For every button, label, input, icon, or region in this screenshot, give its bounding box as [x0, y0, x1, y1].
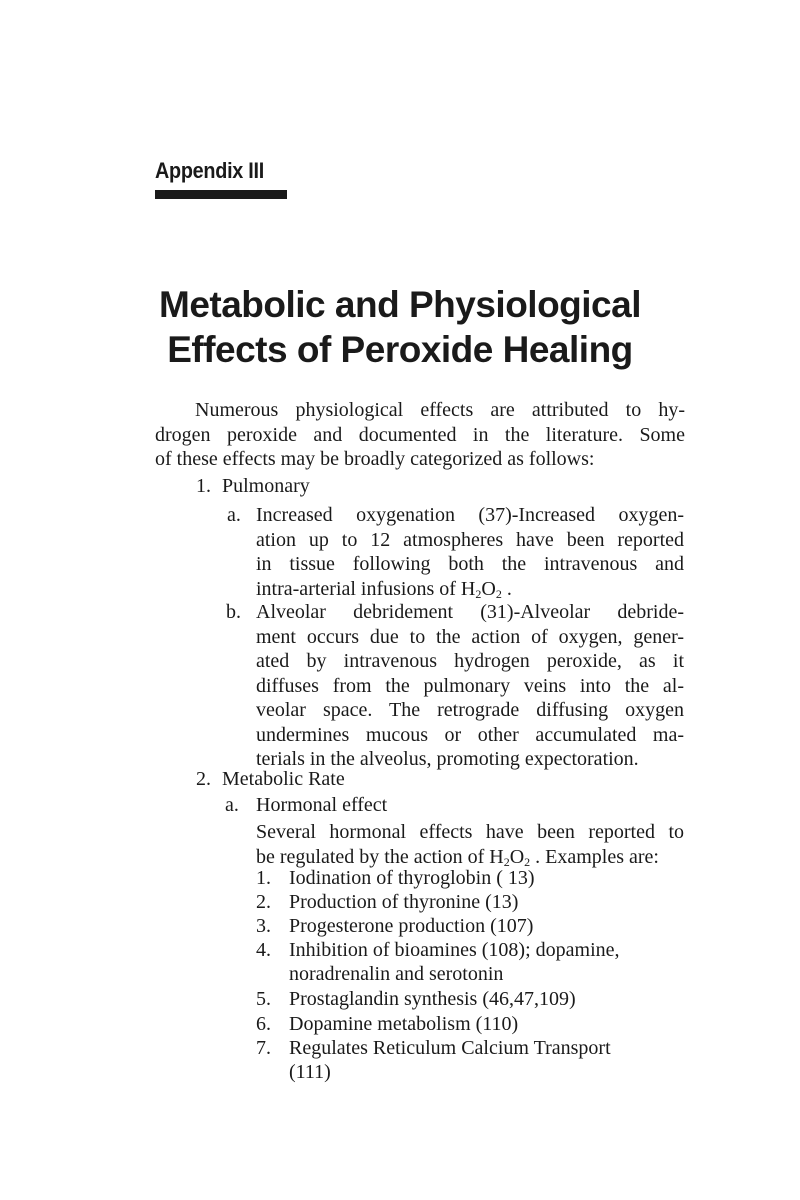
intro-paragraph	[155, 398, 685, 472]
item-line: in tissue following both the intravenous and	[256, 553, 684, 575]
section-label: Pulmonary	[222, 475, 310, 497]
example-number: 5.	[256, 988, 271, 1010]
subscript: 2	[475, 586, 482, 601]
section-number: 1.	[196, 475, 211, 497]
appendix-rule	[155, 190, 287, 199]
item-line: ated by intravenous hydrogen peroxide, as it	[256, 650, 684, 672]
example-text: Prostaglandin synthesis (46,47,109)	[289, 988, 576, 1010]
intro-line: drogen peroxide and documented in the literature. Some	[155, 423, 685, 446]
example-text: Inhibition of bioamines (108); dopamine,	[289, 939, 620, 961]
subscript: 2	[524, 854, 531, 869]
item-label: Hormonal effect	[256, 794, 388, 816]
example-text: Production of thyronine (13)	[289, 891, 519, 913]
example-number: 1.	[256, 867, 271, 889]
example-text: (111)	[289, 1061, 331, 1083]
example-text: noradrenalin and serotonin	[289, 963, 504, 985]
item-alveolar-debridement	[256, 600, 684, 772]
intro-line: of these effects may be broadly categorized as follows:	[155, 448, 595, 470]
example-text: Regulates Reticulum Calcium Transport	[289, 1037, 611, 1059]
formula-text: . Examples are:	[530, 845, 659, 868]
formula-text: be regulated by the action of H	[256, 845, 504, 868]
formula-text: O	[481, 577, 496, 600]
example-text: Dopamine metabolism (110)	[289, 1013, 519, 1035]
appendix-label: Appendix III	[155, 158, 264, 183]
example-number: 3.	[256, 915, 271, 937]
hormonal-paragraph	[256, 820, 684, 869]
item-line: Increased oxygenation (37)-Increased oxygen-	[256, 504, 684, 526]
item-line: diffuses from the pulmonary veins into the al-	[256, 674, 684, 697]
item-line: ation up to 12 atmospheres have been reported	[256, 528, 684, 551]
item-line: undermines mucous or other accumulated ma-	[256, 723, 684, 746]
item-line: veolar space. The retrograde diffusing oxygen	[256, 699, 684, 721]
item-line	[256, 577, 684, 602]
example-number: 2.	[256, 891, 271, 913]
paragraph-line: Several hormonal effects have been reported to	[256, 821, 684, 843]
section-label: Metabolic Rate	[222, 768, 345, 790]
item-marker: a.	[227, 504, 241, 526]
formula-text: .	[501, 577, 512, 600]
section-number: 2.	[196, 768, 211, 790]
example-number: 7.	[256, 1037, 271, 1059]
example-text: Iodination of thyroglobin ( 13)	[289, 867, 535, 889]
example-number: 4.	[256, 939, 271, 961]
item-line: ment occurs due to the action of oxygen, gener-	[256, 625, 684, 648]
subscript: 2	[495, 586, 502, 601]
chapter-title	[100, 282, 700, 372]
formula-text: intra-arterial infusions of H	[256, 577, 476, 600]
example-text: Progesterone production (107)	[289, 915, 534, 937]
item-line: Alveolar debridement (31)-Alveolar debride-	[256, 601, 684, 623]
intro-line: Numerous physiological effects are attributed to hy-	[195, 399, 685, 421]
item-marker: a.	[225, 794, 239, 816]
item-increased-oxygenation	[256, 503, 684, 601]
chapter-title-line-1: Metabolic and Physiological	[159, 284, 641, 325]
formula-text: O	[509, 845, 525, 868]
item-marker: b.	[226, 601, 241, 623]
item-line: terials in the alveolus, promoting expectoration.	[256, 748, 639, 770]
subscript: 2	[503, 854, 510, 869]
example-number: 6.	[256, 1013, 271, 1035]
chapter-title-line-2: Effects of Peroxide Healing	[167, 329, 633, 370]
